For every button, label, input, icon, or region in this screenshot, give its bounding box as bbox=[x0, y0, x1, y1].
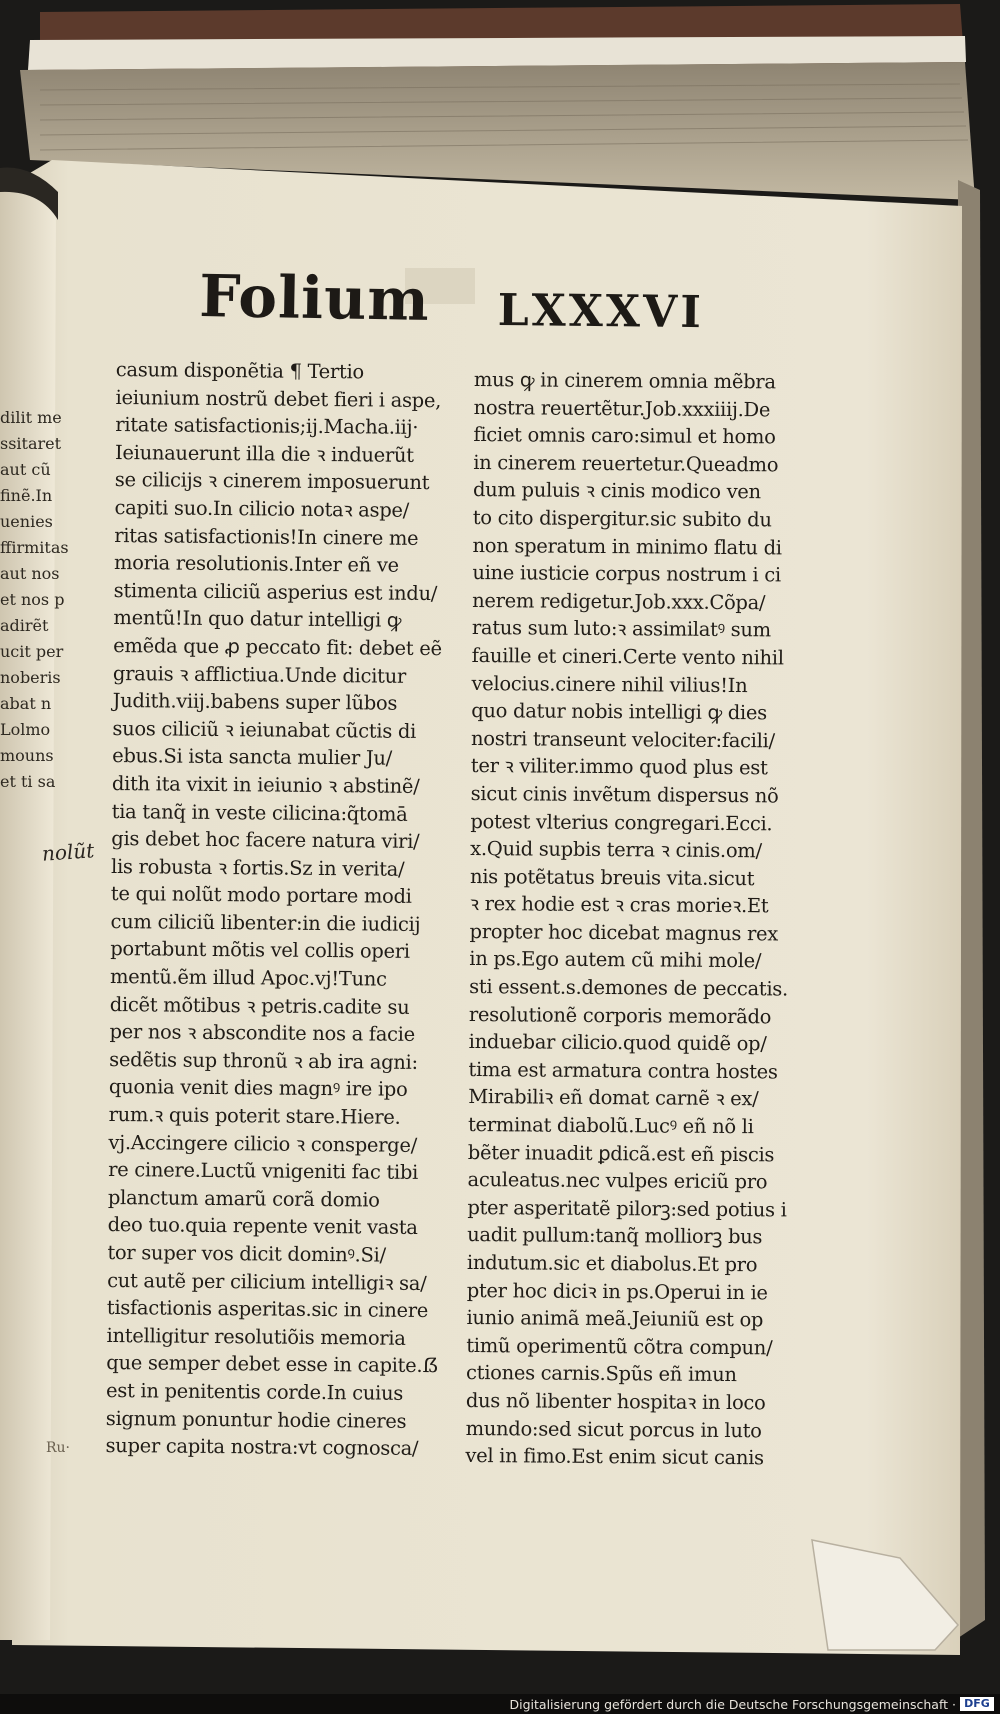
text-line: pter asperitatẽ pilorꝫ:sed potius i bbox=[467, 1195, 787, 1222]
text-line: cut autẽ per cilicium intelligiꝛ sa/ bbox=[107, 1268, 427, 1295]
handwritten-margin-note: nolũt bbox=[41, 838, 96, 866]
text-line: stimenta ciliciũ asperius est indu/ bbox=[113, 578, 438, 605]
text-line: Ieiunauerunt illa die ꝛ induerũt bbox=[114, 440, 414, 467]
text-line: ritate satisfactionis;ij.Macha.iij· bbox=[115, 413, 419, 440]
text-line: ficiet omnis caro:simul et homo bbox=[473, 423, 776, 449]
fragment-line: uenies bbox=[0, 512, 53, 531]
text-line: in ps.Ego autem cũ mihi mole/ bbox=[469, 947, 762, 973]
text-line: Mirabiliꝛ eñ domat carnẽ ꝛ ex/ bbox=[468, 1085, 759, 1111]
fragment-line: mouns bbox=[0, 746, 54, 765]
folio-number: LXXXVI bbox=[497, 285, 705, 339]
text-line: cum ciliciũ libenter:in die iudicij bbox=[110, 909, 421, 936]
text-line: ieiunium nostrũ debet fieri i aspe, bbox=[115, 385, 442, 412]
text-line: tima est armatura contra hostes bbox=[468, 1057, 778, 1084]
text-line: portabunt mõtis vel collis operi bbox=[110, 937, 410, 964]
page-title: Folium bbox=[198, 262, 431, 335]
text-line: super capita nostra:vt cognosca/ bbox=[105, 1434, 419, 1461]
text-line: aculeatus.nec vulpes ericiũ pro bbox=[467, 1168, 768, 1194]
text-line: tor super vos dicit dominꝰ.Si/ bbox=[107, 1240, 386, 1267]
text-line: gis debet hoc facere natura viri/ bbox=[111, 827, 420, 854]
text-line: se cilicijs ꝛ cinerem imposuerunt bbox=[114, 468, 430, 495]
text-line: nerem redigetur.Job.xxx.Cõpa/ bbox=[472, 588, 766, 615]
text-line: tia tanq̃ in veste cilicina:q̃tomā bbox=[111, 799, 408, 826]
text-line: grauis ꝛ afflictiua.Unde dicitur bbox=[112, 661, 407, 688]
text-line: est in penitentis corde.In cuius bbox=[105, 1378, 404, 1405]
text-line: quonia venit dies magnꝰ ire ipo bbox=[108, 1075, 408, 1102]
fragment-line: aut cũ bbox=[0, 460, 51, 479]
text-line: nis potẽtatus breuis vita.sicut bbox=[469, 864, 755, 890]
text-line: te qui nolũt modo portare modi bbox=[110, 882, 412, 909]
fragment-line: ffirmitas bbox=[0, 538, 69, 557]
dfg-logo: DFG bbox=[960, 1697, 994, 1711]
text-line: propter hoc dicebat magnus rex bbox=[469, 919, 779, 946]
text-line: bẽter inuadit ꝑdicã.est eñ piscis bbox=[467, 1140, 775, 1167]
fragment-line: ssitaret bbox=[0, 434, 62, 453]
fragment-line: noberis bbox=[0, 668, 61, 687]
text-line: indutum.sic et diabolus.Et pro bbox=[466, 1250, 758, 1277]
fragment-line: adirẽt bbox=[0, 616, 49, 635]
left-text-column bbox=[105, 356, 452, 1463]
svg-text:Ru·: Ru· bbox=[46, 1440, 71, 1456]
text-line: induebar cilicio.quod quidẽ op/ bbox=[468, 1030, 767, 1056]
fragment-line: et ti sa bbox=[0, 772, 56, 791]
text-line: fauille et cineri.Certe vento nihil bbox=[471, 643, 784, 670]
text-line: re cinere.Luctũ vnigeniti fac tibi bbox=[108, 1158, 419, 1185]
fragment-line: et nos p bbox=[0, 590, 65, 609]
text-line: que semper debet esse in capite.ẞ bbox=[106, 1351, 439, 1378]
text-line: Judith.viij.babens super lũbos bbox=[112, 689, 398, 715]
text-line: deo tuo.quia repente venit vasta bbox=[107, 1213, 418, 1240]
text-line: ter ꝛ viliter.immo quod plus est bbox=[470, 754, 768, 780]
text-line: vj.Accingere cilicio ꝛ consperge/ bbox=[108, 1130, 418, 1157]
text-line: x.Quid supbis terra ꝛ cinis.om/ bbox=[470, 837, 762, 863]
text-line: sicut cinis invẽtum dispersus nõ bbox=[470, 781, 779, 808]
text-line: nostra reuertẽtur.Job.xxxiiij.De bbox=[473, 395, 771, 421]
text-line: uadit pullum:tanq̃ molliorꝫ bus bbox=[467, 1223, 763, 1249]
fragment-line: abat n bbox=[0, 694, 52, 713]
text-line: capiti suo.In cilicio notaꝛ aspe/ bbox=[114, 495, 410, 522]
text-line: resolutionẽ corporis memorãdo bbox=[468, 1002, 772, 1029]
text-line: dus nõ libenter hospitaꝛ in loco bbox=[465, 1388, 766, 1415]
text-line: to cito dispergitur.sic subito du bbox=[472, 505, 772, 532]
text-line: quo datur nobis intelligi ꝙ dies bbox=[471, 699, 767, 725]
text-line: sedẽtis sup thronũ ꝛ ab ira agni: bbox=[109, 1047, 418, 1074]
text-line: mundo:sed sicut porcus in luto bbox=[465, 1416, 762, 1442]
digitization-credit: Digitalisierung gefördert durch die Deutsche Forschungsgemeinschaft · bbox=[509, 1697, 956, 1712]
text-line: sti essent.s.demones de peccatis. bbox=[469, 975, 789, 1001]
text-line: ritas satisfactionis!In cinere me bbox=[114, 523, 419, 550]
text-line: lis robusta ꝛ fortis.Sz in verita/ bbox=[110, 854, 405, 881]
fragment-line: finẽ.In bbox=[0, 486, 53, 505]
text-line: dum puluis ꝛ cinis modico ven bbox=[472, 478, 761, 504]
text-line: nostri transeunt velociter:facili/ bbox=[470, 726, 775, 753]
text-line: timũ operimentũ cõtra compun/ bbox=[466, 1333, 773, 1360]
text-line: ctiones carnis.Spũs eñ imun bbox=[466, 1361, 737, 1387]
fragment-line: aut nos bbox=[0, 564, 60, 583]
text-line: planctum amarũ corã domio bbox=[107, 1185, 380, 1212]
fragment-line: ucit per bbox=[0, 642, 64, 661]
text-line: vel in fimo.Est enim sicut canis bbox=[465, 1444, 764, 1470]
text-line: velocius.cinere nihil vilius!In bbox=[471, 671, 748, 697]
text-line: suos ciliciũ ꝛ ieiunabat cũctis di bbox=[112, 716, 417, 743]
text-line: intelligitur resolutiõis memoria bbox=[106, 1323, 406, 1350]
text-line: terminat diabolũ.Lucꝰ eñ nõ li bbox=[467, 1113, 754, 1139]
text-line: uine iusticie corpus nostrum i ci bbox=[472, 561, 781, 587]
text-line: mentũ!In quo datur intelligi ꝙ bbox=[113, 606, 402, 633]
text-line: mus ꝙ in cinerem omnia mẽbra bbox=[473, 367, 776, 394]
text-line: ebus.Si ista sancta mulier Ju/ bbox=[112, 744, 393, 770]
text-line: iunio animã meã.Jeiuniũ est op bbox=[466, 1306, 764, 1332]
text-line: moria resolutionis.Inter eñ ve bbox=[113, 551, 399, 577]
text-line: dicẽt mõtibus ꝛ petris.cadite su bbox=[109, 992, 410, 1019]
text-line: rum.ꝛ quis poterit stare.Hiere. bbox=[108, 1102, 401, 1129]
text-line: ratus sum luto:ꝛ assimilatꝰ sum bbox=[471, 616, 771, 642]
text-line: signum ponuntur hodie cineres bbox=[105, 1406, 407, 1433]
text-line: mentũ.ẽm illud Apoc.vj!Tunc bbox=[109, 965, 387, 991]
text-line: tisfactionis asperitas.sic in cinere bbox=[106, 1296, 429, 1323]
text-line: potest vlterius congregari.Ecci. bbox=[470, 809, 773, 835]
text-line: non speratum in minimo flatu di bbox=[472, 533, 782, 559]
fragment-line: dilit me bbox=[0, 408, 62, 427]
right-text-column bbox=[465, 366, 810, 1472]
text-line: ꝛ rex hodie est ꝛ cras morieꝛ.Et bbox=[469, 892, 769, 918]
text-line: casum disponẽtia ¶ Tertio bbox=[115, 357, 365, 384]
text-line: pter hoc diciꝛ in ps.Operui in ie bbox=[466, 1278, 768, 1304]
left-page-text-fragment bbox=[0, 405, 69, 795]
text-line: per nos ꝛ abscondite nos a facie bbox=[109, 1020, 416, 1047]
text-line: emẽda que ꝓ peccato fit: debet eẽ bbox=[113, 633, 442, 661]
fragment-line: Lolmo bbox=[0, 720, 51, 739]
text-line: in cinerem reuertetur.Queadmo bbox=[473, 450, 779, 477]
text-line: dith ita vixit in ieiunio ꝛ abstinẽ/ bbox=[111, 771, 420, 798]
